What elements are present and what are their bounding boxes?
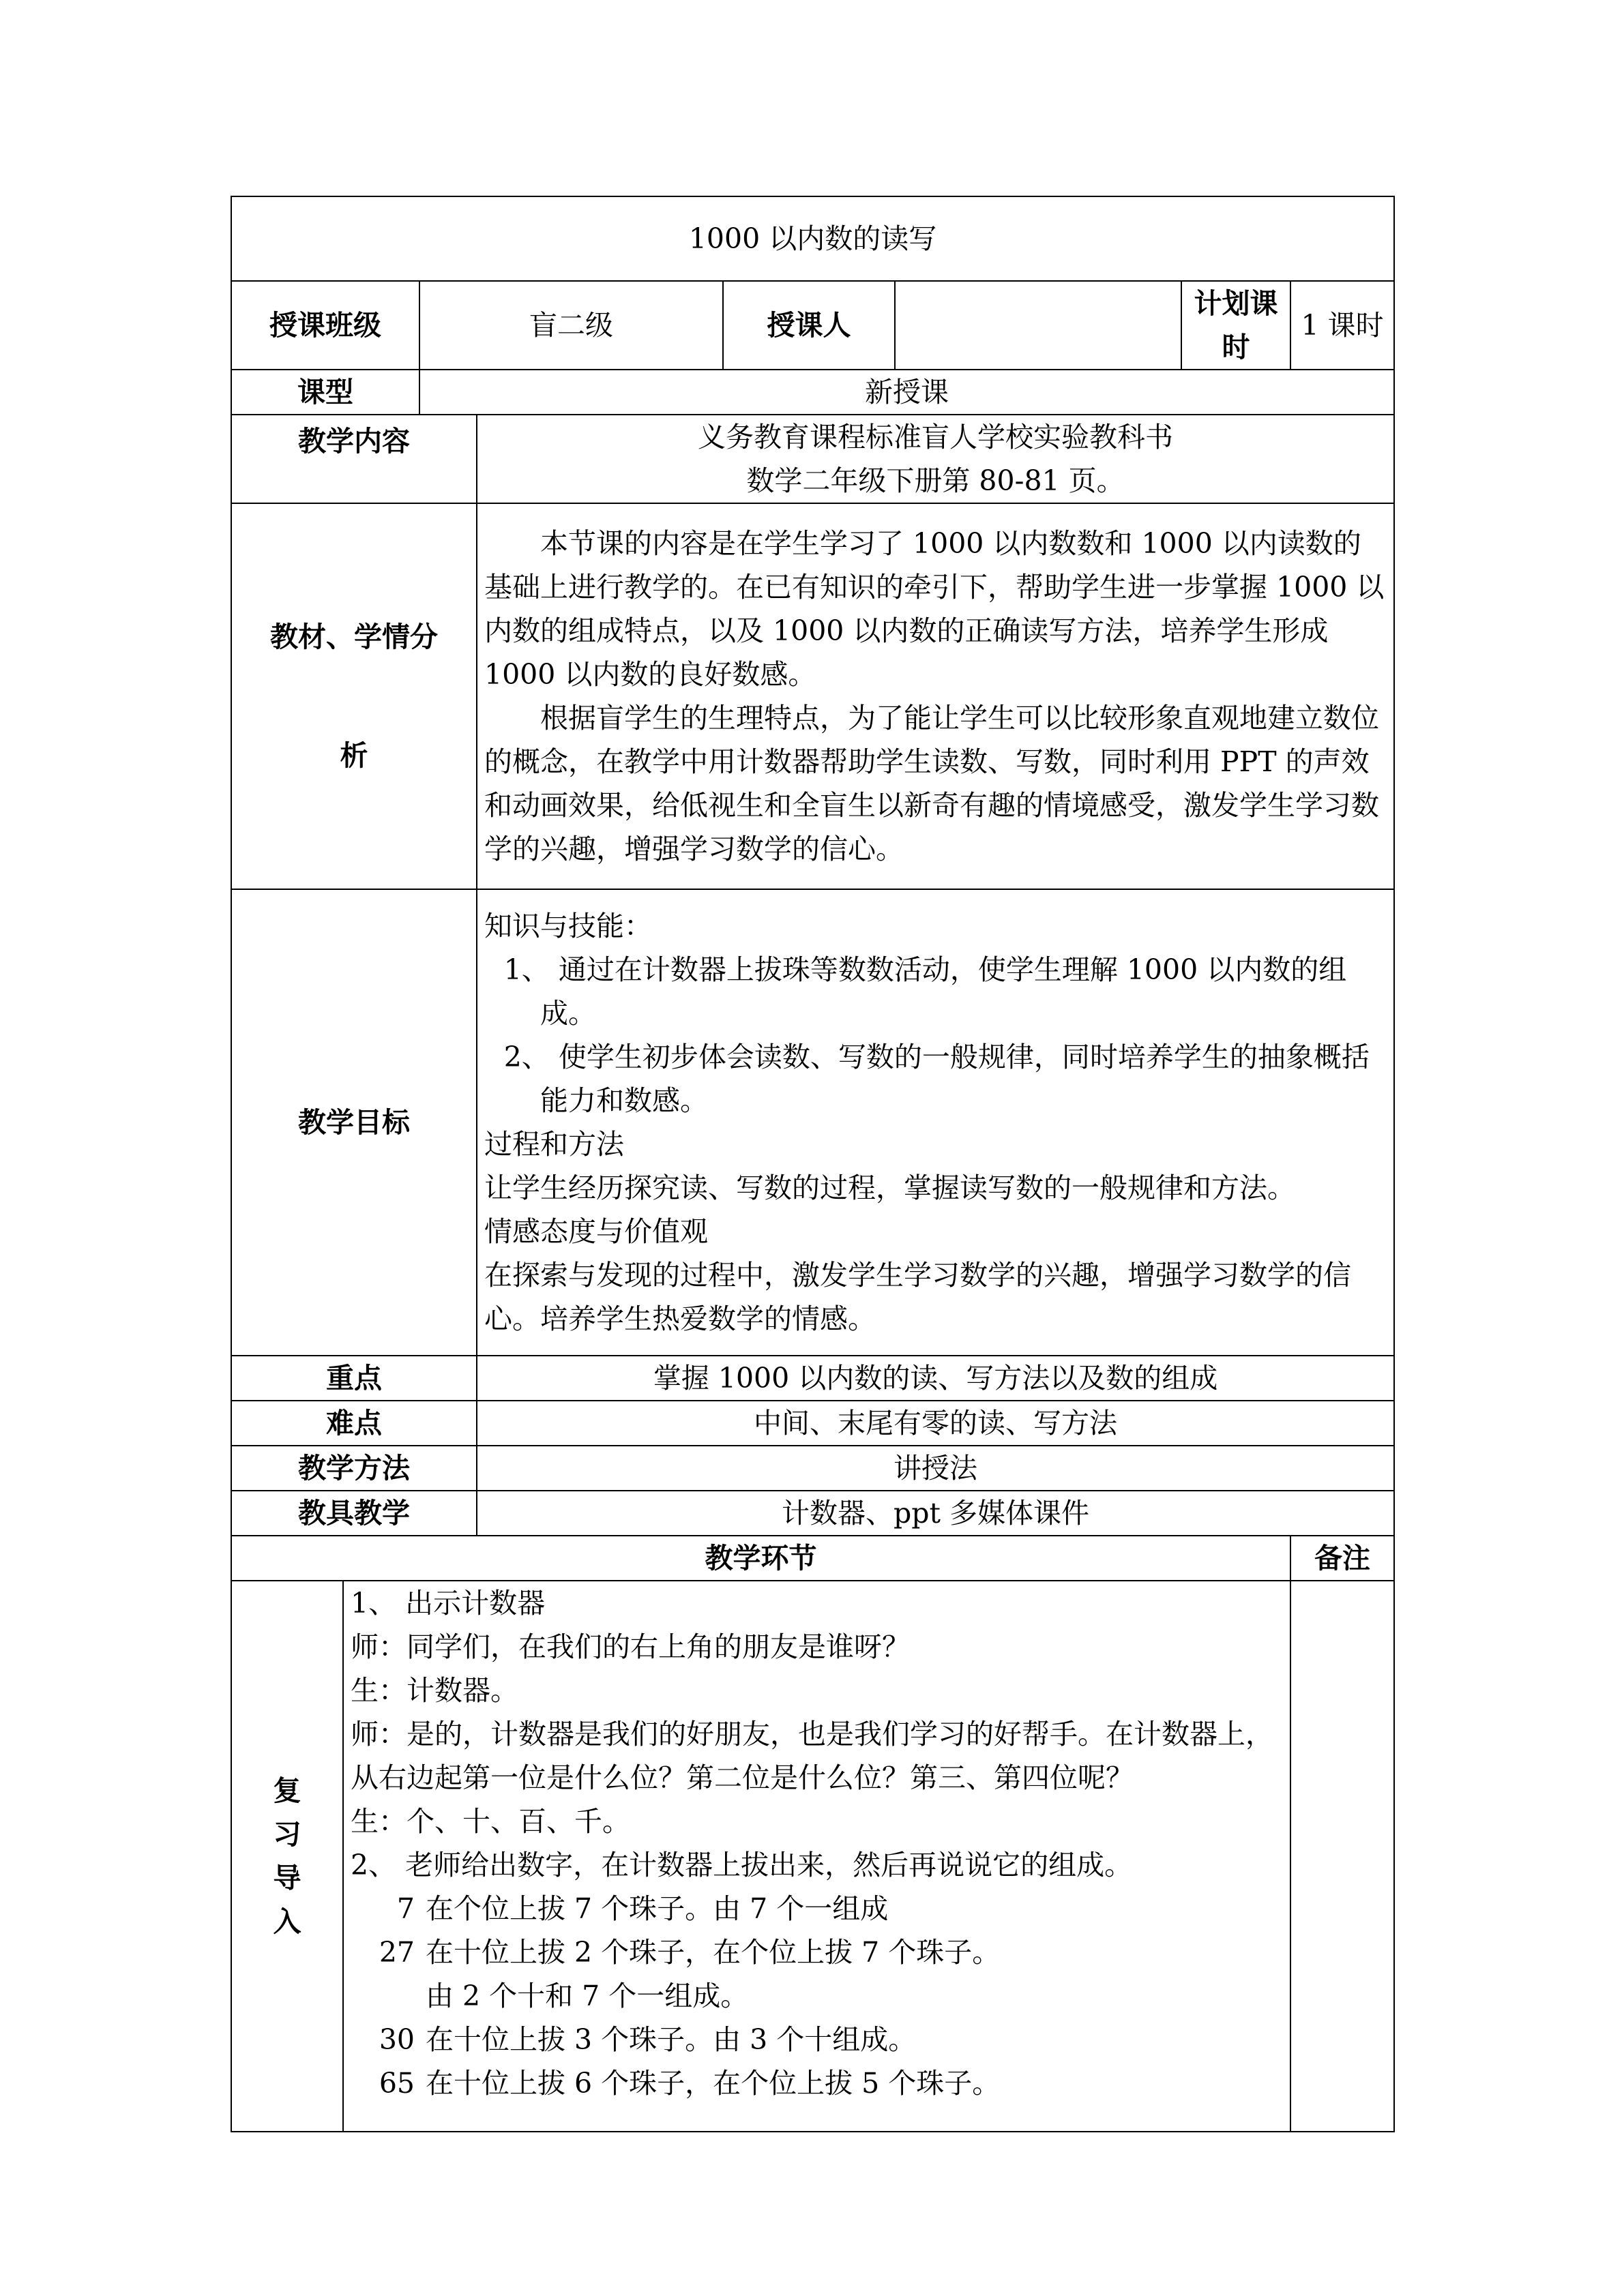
example-text: 在十位上拔 6 个珠子，在个位上拔 5 个珠子。 xyxy=(426,2067,1001,2100)
remark-cell xyxy=(1290,1581,1394,2132)
example-text: 在十位上拔 2 个珠子，在个位上拔 7 个珠子。 xyxy=(426,1936,1001,1969)
content-label: 教学内容 xyxy=(231,415,477,503)
analysis-label xyxy=(231,503,477,889)
example-row xyxy=(351,1930,1283,1974)
tools-label: 教具教学 xyxy=(231,1491,477,1536)
review-section-label xyxy=(231,1581,343,2132)
goals-item-2: 2、 使学生初步体会读数、写数的一般规律，同时培养学生的抽象概括能力和数感。 xyxy=(503,1041,1370,1117)
content-line-2: 数学二年级下册第 80-81 页。 xyxy=(746,464,1125,497)
teacher-label: 授课人 xyxy=(723,281,895,370)
hours-value: 1 课时 xyxy=(1290,281,1394,370)
review-char-4: 入 xyxy=(273,1905,301,1938)
analysis-label-a: 教材、学情分 xyxy=(270,621,438,653)
goals-paragraph-2: 让学生经历探究读、写数的过程，掌握读写数的一般规律和方法。 xyxy=(484,1172,1295,1204)
analysis-paragraph-1: 本节课的内容是在学生学习了 1000 以内数数和 1000 以内读数的基础上进行教学的。在已有知识的牵引下，帮助学生进一步掌握 1000 以内数的组成特点，以及 1000 以内数的正确读写方法，培养学生形成 1000 以内数的良好数感。 xyxy=(484,527,1385,691)
review-line-6: 2、 老师给出数字，在计数器上拔出来，然后再说说它的组成。 xyxy=(351,1849,1133,1881)
class-value: 盲二级 xyxy=(419,281,723,370)
content-value xyxy=(477,415,1394,503)
hours-label: 计划课时 xyxy=(1181,281,1290,370)
example-row xyxy=(351,1887,1283,1930)
review-char-2: 习 xyxy=(273,1818,301,1851)
review-char-3: 导 xyxy=(273,1862,301,1894)
example-row xyxy=(351,2061,1283,2105)
class-label: 授课班级 xyxy=(231,281,419,370)
key-value: 掌握 1000 以内数的读、写方法以及数的组成 xyxy=(477,1356,1394,1401)
goals-text xyxy=(477,889,1394,1356)
analysis-text xyxy=(477,503,1394,889)
example-number: 7 xyxy=(396,1892,415,1925)
example-text: 由 2 个十和 7 个一组成。 xyxy=(426,1980,749,2012)
tools-value: 计数器、ppt 多媒体课件 xyxy=(477,1491,1394,1536)
analysis-paragraph-2: 根据盲学生的生理特点，为了能让学生可以比较形象直观地建立数位的概念，在教学中用计数器帮助学生读数、写数，同时利用 PPT 的声效和动画效果，给低视生和全盲生以新奇有趣的情境感受，激发学生学习数学的兴趣，增强学习数学的信心。 xyxy=(484,702,1379,865)
goals-paragraph-3: 在探索与发现的过程中，激发学生学习数学的兴趣，增强学习数学的信心。培养学生热爱数学的情感。 xyxy=(484,1259,1351,1335)
goals-label: 教学目标 xyxy=(231,889,477,1356)
review-line-3: 生：计数器。 xyxy=(351,1674,518,1707)
steps-header: 教学环节 xyxy=(231,1536,1290,1581)
example-text: 在十位上拔 3 个珠子。由 3 个十组成。 xyxy=(426,2023,917,2056)
example-number: 65 xyxy=(379,2067,415,2100)
goals-heading-1: 知识与技能： xyxy=(484,910,652,942)
goals-heading-2: 过程和方法 xyxy=(484,1128,624,1161)
review-line-1: 1、 出示计数器 xyxy=(351,1587,546,1620)
content-line-1: 义务教育课程标准盲人学校实验教科书 xyxy=(698,421,1174,453)
teacher-value xyxy=(895,281,1181,370)
example-text: 在个位上拔 7 个珠子。由 7 个一组成 xyxy=(426,1892,889,1925)
example-row xyxy=(351,2018,1283,2061)
example-row xyxy=(351,1974,1283,2018)
analysis-label-b: 析 xyxy=(340,739,368,772)
review-line-4: 师：是的，计数器是我们的好朋友，也是我们学习的好帮手。在计数器上，从右边起第一位是什么位？第二位是什么位？第三、第四位呢？ xyxy=(351,1718,1273,1794)
review-char-1: 复 xyxy=(273,1774,301,1807)
remark-header: 备注 xyxy=(1290,1536,1394,1581)
method-value: 讲授法 xyxy=(477,1446,1394,1491)
difficulty-value: 中间、末尾有零的读、写方法 xyxy=(477,1401,1394,1446)
example-number: 30 xyxy=(379,2023,415,2056)
type-label: 课型 xyxy=(231,370,419,415)
review-line-2: 师：同学们，在我们的右上角的朋友是谁呀？ xyxy=(351,1630,910,1663)
review-line-5: 生：个、十、百、千。 xyxy=(351,1805,630,1838)
goals-item-1: 1、 通过在计数器上拔珠等数数活动，使学生理解 1000 以内数的组成。 xyxy=(503,953,1347,1030)
difficulty-label: 难点 xyxy=(231,1401,477,1446)
type-value: 新授课 xyxy=(419,370,1394,415)
review-content xyxy=(343,1581,1290,2132)
page-title: 1000 以内数的读写 xyxy=(231,196,1394,281)
key-label: 重点 xyxy=(231,1356,477,1401)
goals-heading-3: 情感态度与价值观 xyxy=(484,1215,708,1248)
lesson-plan-table xyxy=(231,196,1395,2132)
example-number: 27 xyxy=(379,1936,415,1969)
method-label: 教学方法 xyxy=(231,1446,477,1491)
